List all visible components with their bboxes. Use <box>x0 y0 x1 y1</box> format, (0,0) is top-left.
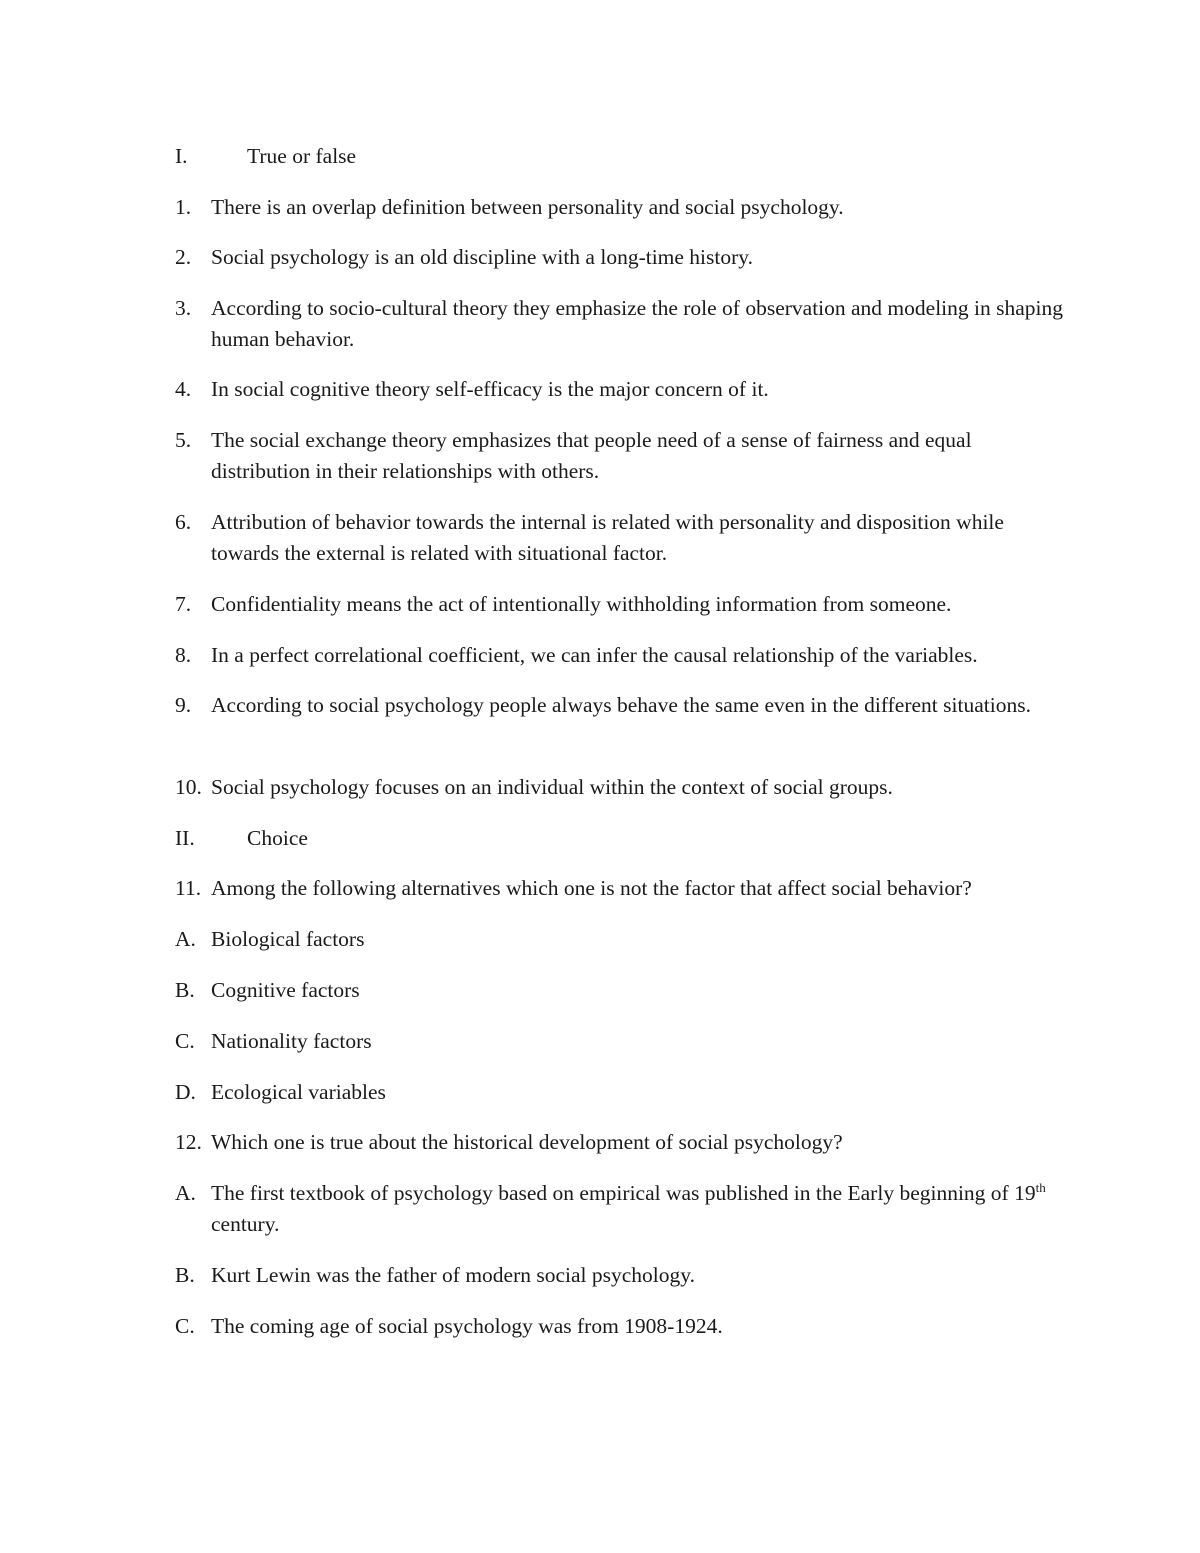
option-text: Cognitive factors <box>211 978 360 1002</box>
item-number: 7. <box>175 592 192 616</box>
option-text: Ecological variables <box>211 1080 386 1104</box>
item-number: 9. <box>175 693 192 717</box>
item-text: Social psychology is an old discipline with a long-time history. <box>211 245 754 269</box>
section-title: Choice <box>247 826 308 850</box>
item-text: Social psychology focuses on an individual within the context of social groups. <box>211 775 893 799</box>
item-text: Attribution of behavior towards the internal is related with personality and disposition while towards the external is related with situational factor. <box>211 510 1004 565</box>
option-text-tail: century. <box>211 1212 280 1236</box>
item-number: 5. <box>175 428 192 452</box>
option-text: Nationality factors <box>211 1029 372 1053</box>
item-text: In a perfect correlational coefficient, we can infer the causal relationship of the variables. <box>211 643 978 667</box>
option-letter: B. <box>175 978 195 1002</box>
item-text: There is an overlap definition between personality and social psychology. <box>211 195 844 219</box>
option-text <box>211 1178 1071 1240</box>
question-text: Among the following alternatives which one is not the factor that affect social behavior? <box>211 876 972 900</box>
item-number: 3. <box>175 296 192 320</box>
question-number: 11. <box>175 876 202 900</box>
item-number: 10. <box>175 775 202 799</box>
item-text: According to social psychology people always behave the same even in the different situations. <box>211 693 1031 717</box>
item-number: 4. <box>175 377 192 401</box>
question-text: Which one is true about the historical development of social psychology? <box>211 1130 843 1154</box>
ordinal-superscript: th <box>1035 1179 1046 1195</box>
option-letter: A. <box>175 1181 196 1205</box>
option-letter: D. <box>175 1080 196 1104</box>
section-number: II. <box>175 826 195 850</box>
item-text: The social exchange theory emphasizes that people need of a sense of fairness and equal distribution in their relationships with others. <box>211 428 972 483</box>
item-number: 1. <box>175 195 192 219</box>
option-letter: C. <box>175 1314 195 1338</box>
item-text: According to socio-cultural theory they emphasize the role of observation and modeling in shaping human behavior. <box>211 296 1064 351</box>
question-number: 12. <box>175 1130 202 1154</box>
section-number: I. <box>175 144 188 168</box>
option-text: Biological factors <box>211 927 365 951</box>
option-text: The coming age of social psychology was from 1908-1924. <box>211 1314 723 1338</box>
item-number: 6. <box>175 510 192 534</box>
item-number: 2. <box>175 245 192 269</box>
item-number: 8. <box>175 643 192 667</box>
option-letter: B. <box>175 1263 195 1287</box>
option-letter: C. <box>175 1029 195 1053</box>
section-title: True or false <box>247 144 357 168</box>
item-text: Confidentiality means the act of intentionally withholding information from someone. <box>211 592 952 616</box>
option-letter: A. <box>175 927 196 951</box>
item-text: In social cognitive theory self-efficacy is the major concern of it. <box>211 377 769 401</box>
option-text: Kurt Lewin was the father of modern social psychology. <box>211 1263 696 1287</box>
option-text-main: The first textbook of psychology based on empirical was published in the Early beginning of 19 <box>211 1181 1036 1205</box>
